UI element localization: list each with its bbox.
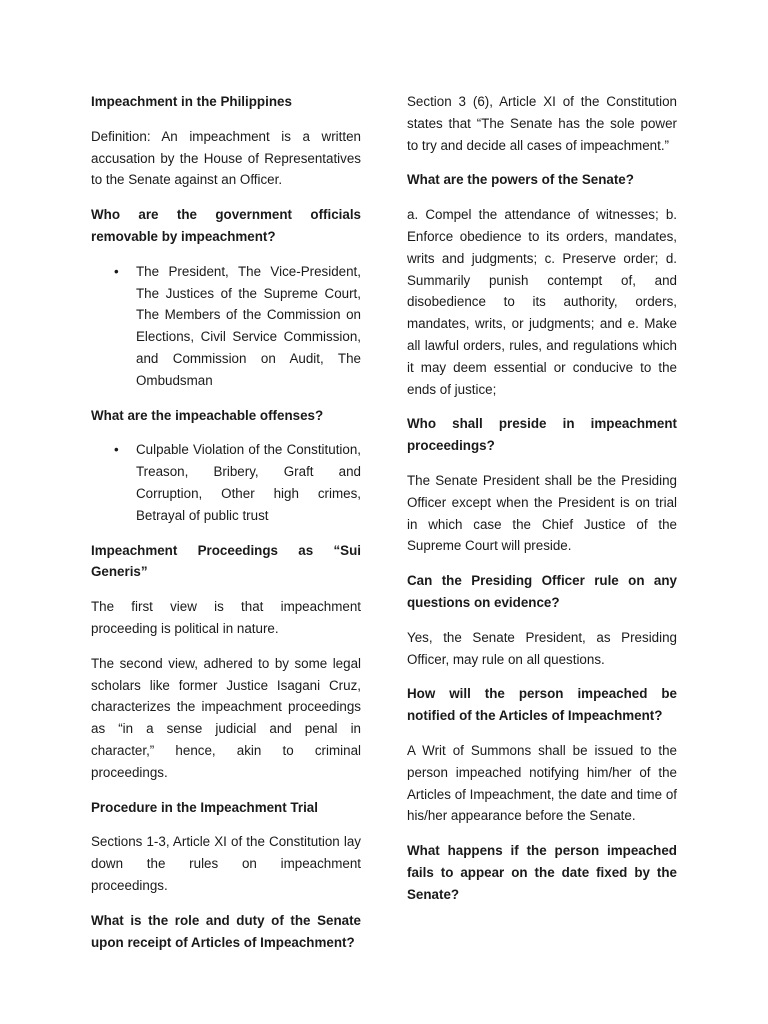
- question-rule: Can the Presiding Officer rule on any questions on evidence?: [407, 573, 677, 610]
- officials-list: [91, 261, 361, 392]
- notified-paragraph: A Writ of Summons shall be issued to the person impeached notifying him/her of the Articles of Impeachment, the date and time of his/her appearance before the Senate.: [407, 742, 677, 824]
- offenses-list: [91, 439, 361, 526]
- question-officials: Who are the government officials removable by impeachment?: [91, 207, 361, 244]
- list-item-text: Culpable Violation of the Constitution, Treason, Bribery, Graft and Corruption, Other high crimes, Betrayal of public trust: [136, 442, 361, 523]
- question-role: What is the role and duty of the Senate upon receipt of Articles of Impeachment?: [91, 912, 361, 950]
- bullet-icon: •: [114, 442, 119, 458]
- sections-paragraph: Sections 1-3, Article XI of the Constitution lay down the rules on impeachment proceedings.: [91, 834, 361, 893]
- section3-paragraph: Section 3 (6), Article XI of the Constitution states that “The Senate has the sole power to try and decide all cases of impeachment.”: [407, 94, 677, 153]
- preside-paragraph: The Senate President shall be the Presiding Officer except when the President is on trial in which case the Chief Justice of the Supreme Court will preside.: [407, 472, 677, 554]
- second-view-paragraph: The second view, adhered to by some legal scholars like former Justice Isagani Cruz, characterizes the impeachment proceedings as “in a sense judicial and penal in character,” hence, akin to criminal proceedings.: [91, 655, 361, 780]
- question-fails: What happens if the person impeached fails to appear on the date fixed by the Senate?: [407, 843, 677, 902]
- list-item: [114, 439, 361, 526]
- question-offenses: What are the impeachable offenses?: [91, 407, 324, 423]
- heading-sui-generis: Impeachment Proceedings as “Sui Generis”: [91, 542, 361, 580]
- question-preside: Who shall preside in impeachment proceedings?: [407, 416, 677, 454]
- list-item: [114, 261, 361, 392]
- heading-procedure: Procedure in the Impeachment Trial: [91, 799, 318, 815]
- rule-paragraph: Yes, the Senate President, as Presiding Officer, may rule on all questions.: [407, 629, 677, 667]
- page-title: Impeachment in the Philippines: [91, 94, 292, 109]
- list-item-text: The President, The Vice-President, The Justices of the Supreme Court, The Members of the Commission on Elections, Civil Service Commission, and Commission on Audit, The Ombudsman: [136, 263, 361, 388]
- definition-paragraph: Definition: An impeachment is a written accusation by the House of Representatives to the Senate against an Officer.: [91, 128, 361, 188]
- left-column: [91, 91, 361, 966]
- first-view-paragraph: The first view is that impeachment proceeding is political in nature.: [91, 599, 361, 636]
- question-powers: What are the powers of the Senate?: [407, 172, 634, 188]
- question-notified: How will the person impeached be notified of the Articles of Impeachment?: [407, 686, 677, 724]
- right-column: [407, 91, 677, 919]
- powers-paragraph: a. Compel the attendance of witnesses; b. Enforce obedience to its orders, mandates, writs and judgments; c. Preserve order; d. Summarily punish contempt of, and disobedience to its authority, orders, mandates, writs, or judgments; and e. Make all lawful orders, rules, and regulations which it may deem essential or conducive to the ends of justice;: [407, 207, 677, 397]
- bullet-icon: •: [114, 263, 119, 279]
